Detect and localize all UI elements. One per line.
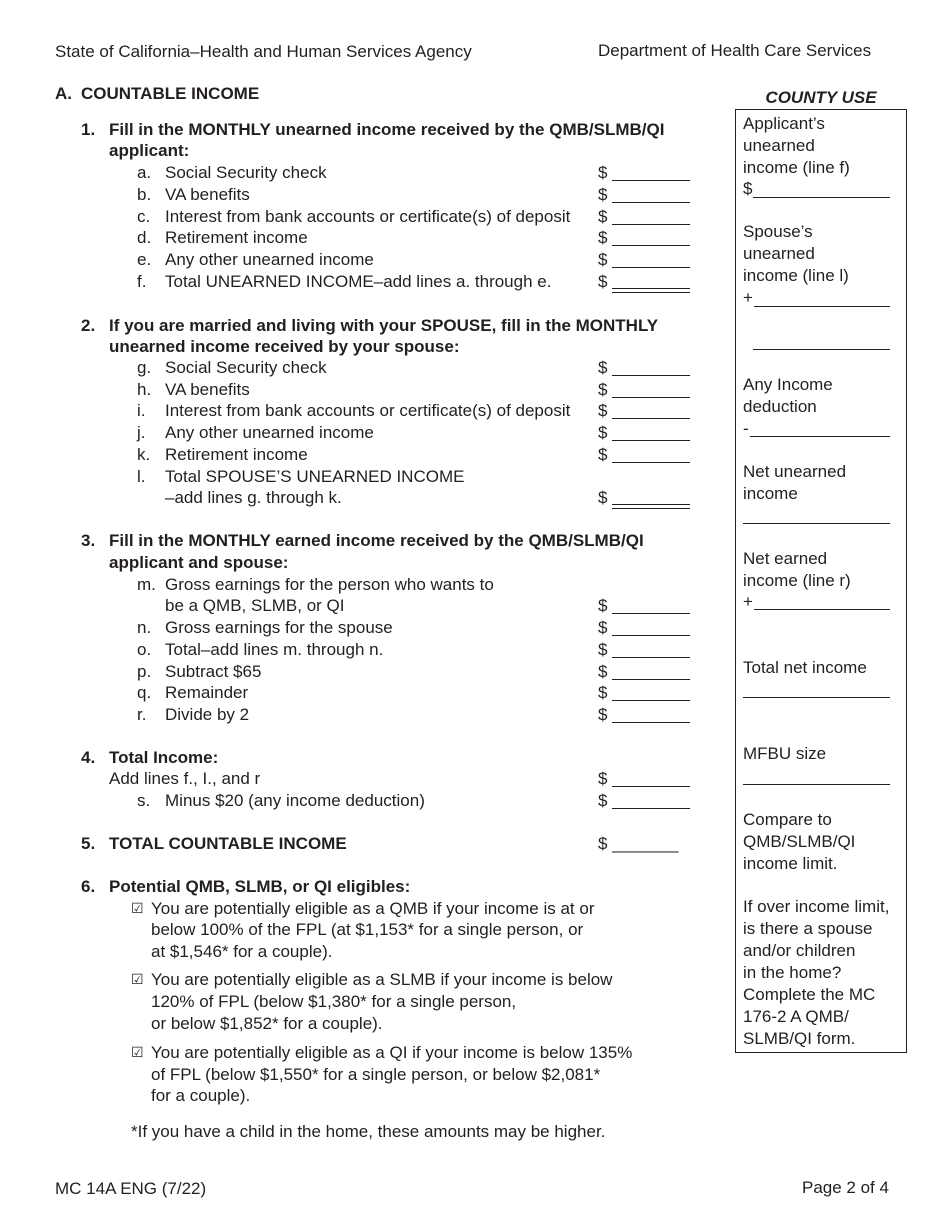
- dollar-sign: $: [598, 250, 608, 269]
- q3-title-line1: Fill in the MONTHLY earned income received by the QMB/SLMB/QI: [109, 531, 644, 550]
- dollar-sign: $: [598, 185, 608, 204]
- q1-title-line2: applicant:: [109, 141, 190, 160]
- eligibility-line: at $1,546* for a couple).: [151, 942, 333, 961]
- dollar-sign: $: [598, 791, 608, 810]
- checkbox-checked-icon[interactable]: ☑: [131, 1045, 144, 1061]
- item-letter: o.: [137, 640, 152, 659]
- amount-field-l[interactable]: [612, 504, 690, 509]
- q3-number: 3.: [81, 531, 96, 550]
- county-net-earned-prefix: +: [743, 592, 753, 611]
- county-deduction-prefix: -: [743, 419, 749, 438]
- q5-title: TOTAL COUNTABLE INCOME: [109, 834, 347, 853]
- county-net-unearned-field[interactable]: [743, 523, 890, 524]
- amount-field-a[interactable]: [612, 180, 690, 181]
- item-label: Retirement income: [165, 228, 308, 247]
- eligibility-line: You are potentially eligible as a SLMB if your income is below: [151, 970, 613, 989]
- item-letter: k.: [137, 445, 151, 464]
- dollar-sign: $: [598, 207, 608, 226]
- item-label: Gross earnings for the person who wants to: [165, 575, 494, 594]
- q3-title-line2: applicant and spouse:: [109, 553, 289, 572]
- dollar-sign: $: [598, 380, 608, 399]
- item-label: Subtract $65: [165, 662, 262, 681]
- amount-field-h[interactable]: [612, 397, 690, 398]
- eligibility-line: below 100% of the FPL (at $1,153* for a single person, or: [151, 920, 584, 939]
- county-deduction-label: Any Income deduction: [743, 375, 833, 416]
- q5-number: 5.: [81, 834, 96, 853]
- page-number: Page 2 of 4: [802, 1178, 889, 1197]
- q6-title: Potential QMB, SLMB, or QI eligibles:: [109, 877, 411, 896]
- item-letter: d.: [137, 228, 152, 247]
- amount-field-i[interactable]: [612, 418, 690, 419]
- county-compare-label: Compare to QMB/SLMB/QI income limit.: [743, 810, 856, 873]
- section-title: COUNTABLE INCOME: [81, 84, 260, 103]
- eligibility-line: You are potentially eligible as a QMB if your income is at or: [151, 899, 595, 918]
- item-label-line2: be a QMB, SLMB, or QI: [165, 596, 345, 615]
- amount-field-g[interactable]: [612, 375, 690, 376]
- amount-field-k[interactable]: [612, 462, 690, 463]
- dollar-sign: $: [598, 662, 608, 681]
- amount-field-e[interactable]: [612, 267, 690, 268]
- amount-field-d[interactable]: [612, 245, 690, 246]
- dollar-sign: $: [598, 423, 608, 442]
- item-letter: g.: [137, 358, 152, 377]
- item-label: VA benefits: [165, 185, 250, 204]
- item-label: VA benefits: [165, 380, 250, 399]
- item-letter: s.: [137, 791, 151, 810]
- department-header: Department of Health Care Services: [598, 41, 872, 60]
- county-spouse-field[interactable]: [754, 306, 890, 307]
- item-label-line2: –add lines g. through k.: [165, 488, 342, 507]
- item-letter: i.: [137, 401, 146, 420]
- county-spouse-prefix: +: [743, 288, 753, 307]
- agency-header: State of California–Health and Human Services Agency: [55, 42, 472, 61]
- county-over-limit-label: If over income limit, is there a spouse and/or children in the home? Complete the MC 176-2 A QMB/ SLMB/QI form.: [743, 897, 890, 1048]
- item-label: Social Security check: [165, 163, 327, 182]
- item-letter: q.: [137, 683, 152, 702]
- form-id: MC 14A ENG (7/22): [55, 1179, 207, 1198]
- amount-field-c[interactable]: [612, 224, 690, 225]
- section-letter: A.: [55, 84, 72, 103]
- county-net-earned-label: Net earned income (line r): [743, 549, 851, 590]
- county-deduction-field[interactable]: [750, 436, 890, 437]
- dollar-sign: $: [598, 272, 608, 291]
- county-total-net-field[interactable]: [743, 697, 890, 698]
- county-total-net-label: Total net income: [743, 658, 867, 677]
- amount-field-o[interactable]: [612, 657, 690, 658]
- dollar-sign: $: [598, 596, 608, 615]
- item-letter: f.: [137, 272, 147, 291]
- q6-number: 6.: [81, 877, 96, 896]
- dollar-sign: $: [598, 358, 608, 377]
- county-mfbu-label: MFBU size: [743, 744, 827, 763]
- item-label: Gross earnings for the spouse: [165, 618, 393, 637]
- item-label: Minus $20 (any income deduction): [165, 791, 425, 810]
- county-applicant-label: Applicant’s unearned income (line f): [743, 114, 850, 177]
- item-label: Total UNEARNED INCOME–add lines a. through e.: [165, 272, 552, 291]
- q1-title-line1: Fill in the MONTHLY unearned income received by the QMB/SLMB/QI: [109, 120, 665, 139]
- footnote: *If you have a child in the home, these amounts may be higher.: [131, 1122, 606, 1141]
- eligibility-line: of FPL (below $1,550* for a single person, or below $2,081*: [151, 1065, 601, 1084]
- item-letter: j.: [137, 423, 146, 442]
- amount-field-r[interactable]: [612, 722, 690, 723]
- dollar-sign: $: [598, 163, 608, 182]
- county-spouse-label: Spouse’s unearned income (line l): [743, 222, 849, 285]
- item-letter: r.: [137, 705, 147, 724]
- county-applicant-field[interactable]: [753, 197, 890, 198]
- dollar-sign: $: [598, 769, 608, 788]
- dollar-sign: $: [598, 445, 608, 464]
- total-countable-field[interactable]: $ _______: [598, 834, 679, 853]
- dollar-sign: $: [598, 618, 608, 637]
- item-letter: n.: [137, 618, 152, 637]
- amount-field-j[interactable]: [612, 440, 690, 441]
- item-letter: b.: [137, 185, 152, 204]
- dollar-sign: $: [598, 488, 608, 507]
- q4-title: Total Income:: [109, 748, 219, 767]
- item-letter: p.: [137, 662, 152, 681]
- item-label: Interest from bank accounts or certificate(s) of deposit: [165, 401, 571, 420]
- checkbox-checked-icon[interactable]: ☑: [131, 901, 144, 917]
- q2-title-line1: If you are married and living with your SPOUSE, fill in the MONTHLY: [109, 316, 659, 335]
- item-label: Interest from bank accounts or certificate(s) of deposit: [165, 207, 571, 226]
- dollar-sign: $: [598, 640, 608, 659]
- county-net-unearned-label: Net unearned income: [743, 462, 847, 503]
- item-label: Retirement income: [165, 445, 308, 464]
- q2-number: 2.: [81, 316, 96, 335]
- amount-field-b[interactable]: [612, 202, 690, 203]
- item-letter: l.: [137, 467, 146, 486]
- item-label: Divide by 2: [165, 705, 250, 724]
- q4-number: 4.: [81, 748, 96, 767]
- item-letter: h.: [137, 380, 152, 399]
- dollar-sign: $: [598, 228, 608, 247]
- amount-field-n[interactable]: [612, 635, 690, 636]
- checkbox-checked-icon[interactable]: ☑: [131, 972, 144, 988]
- dollar-sign: $: [598, 683, 608, 702]
- eligibility-line: 120% of FPL (below $1,380* for a single person,: [151, 992, 517, 1011]
- county-subtotal-field[interactable]: [753, 349, 890, 350]
- amount-field-m[interactable]: [612, 613, 690, 614]
- county-use-title: COUNTY USE: [765, 88, 877, 107]
- amount-field-total[interactable]: [612, 786, 690, 787]
- dollar-sign: $: [598, 705, 608, 724]
- county-mfbu-field[interactable]: [743, 784, 890, 785]
- eligibility-line: for a couple).: [151, 1086, 251, 1105]
- q2-title-line2: unearned income received by your spouse:: [109, 337, 460, 356]
- item-letter: m.: [137, 575, 156, 594]
- amount-field-f[interactable]: [612, 288, 690, 293]
- item-letter: c.: [137, 207, 151, 226]
- amount-field-q[interactable]: [612, 700, 690, 701]
- county-applicant-prefix: $: [743, 179, 753, 198]
- item-label: Social Security check: [165, 358, 327, 377]
- item-label: Add lines f., I., and r: [109, 769, 261, 788]
- county-net-earned-field[interactable]: [754, 609, 890, 610]
- eligibility-line: You are potentially eligible as a QI if your income is below 135%: [151, 1043, 633, 1062]
- dollar-sign: $: [598, 401, 608, 420]
- item-label: Remainder: [165, 683, 249, 702]
- item-label: Any other unearned income: [165, 250, 374, 269]
- item-label: Total–add lines m. through n.: [165, 640, 384, 659]
- item-label: Total SPOUSE’S UNEARNED INCOME: [165, 467, 465, 486]
- eligibility-line: or below $1,852* for a couple).: [151, 1014, 383, 1033]
- amount-field-p[interactable]: [612, 679, 690, 680]
- item-letter: e.: [137, 250, 152, 269]
- amount-field-s[interactable]: [612, 808, 690, 809]
- item-letter: a.: [137, 163, 152, 182]
- item-label: Any other unearned income: [165, 423, 374, 442]
- q1-number: 1.: [81, 120, 96, 139]
